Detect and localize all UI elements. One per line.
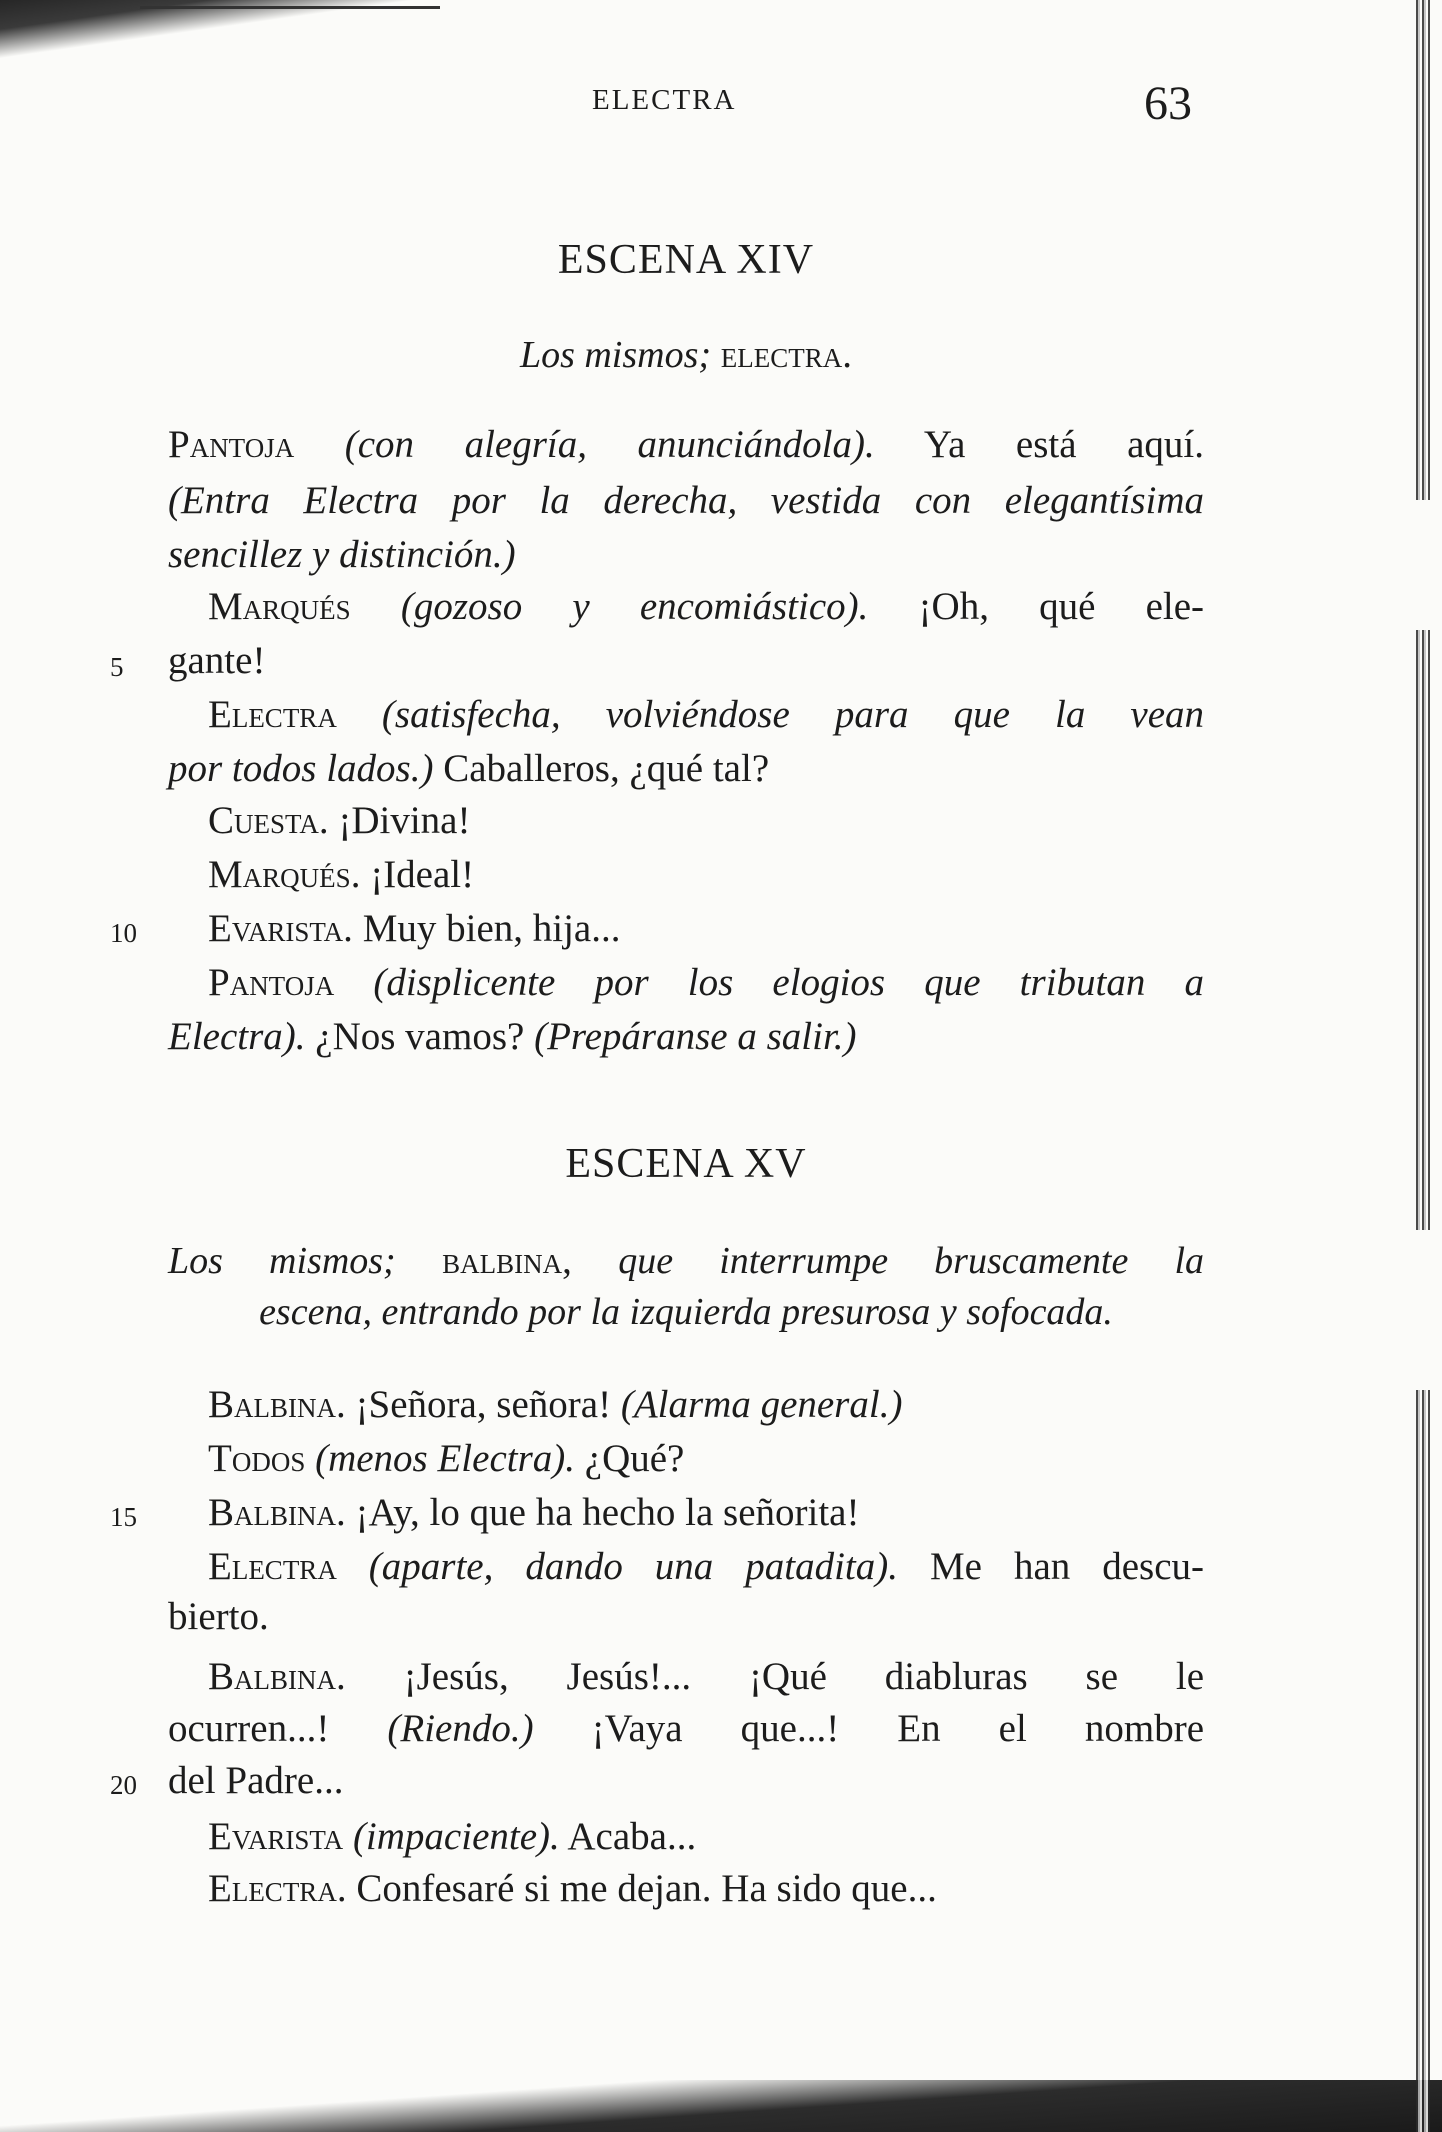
dialogue: Muy bien, hija... xyxy=(362,907,621,950)
text-line xyxy=(168,796,1244,846)
running-head xyxy=(0,77,1442,134)
text-line xyxy=(168,744,1204,794)
speaker: Electra xyxy=(208,1545,337,1588)
scene-15-title: ESCENA XV xyxy=(565,1141,807,1187)
speaker: Electra. xyxy=(208,1867,347,1910)
cast-name: electra. xyxy=(720,333,853,376)
speaker: Balbina. xyxy=(208,1655,346,1698)
scan-line-top xyxy=(140,6,440,9)
dialogue: ¿Nos vamos? xyxy=(315,1015,525,1058)
speaker: Marqués xyxy=(208,585,351,628)
text-line xyxy=(168,958,1204,1008)
dialogue: ¿Qué? xyxy=(584,1437,685,1480)
text-line xyxy=(168,850,1244,900)
dialogue: Confesaré si me dejan. Ha sido que... xyxy=(356,1867,937,1910)
stage-direction: por todos lados.) xyxy=(168,747,434,790)
text-line xyxy=(168,1380,1244,1430)
speaker: Pantoja xyxy=(208,961,335,1004)
stage-direction: sencillez y distinción.) xyxy=(168,533,516,576)
cast-italic: Los mismos; xyxy=(168,1240,396,1282)
dialogue: gante! xyxy=(168,639,266,682)
dialogue: ocurren...! xyxy=(168,1707,330,1750)
dialogue: ¡Señora, señora! xyxy=(355,1383,612,1426)
speaker: Cuesta. xyxy=(208,799,329,842)
dialogue: ¡Ay, lo que ha hecho la señorita! xyxy=(355,1491,860,1534)
stage-direction: (aparte, dando una patadita). xyxy=(368,1545,899,1588)
text-line xyxy=(168,420,1204,470)
page-number: 63 xyxy=(1144,77,1192,130)
speaker: Electra xyxy=(208,693,337,736)
dialogue: ¡Jesús, Jesús!... ¡Qué diabluras se le xyxy=(403,1655,1204,1698)
text-line xyxy=(168,1704,1204,1754)
text-line xyxy=(168,1488,1244,1538)
scene-15-cast xyxy=(168,1236,1204,1286)
page-edge-gap xyxy=(1410,500,1434,630)
speaker: Pantoja xyxy=(168,423,295,466)
stage-direction: (Riendo.) xyxy=(387,1707,534,1750)
speaker: Evarista. xyxy=(208,907,353,950)
text-line xyxy=(168,904,1244,954)
dialogue: ¡Ideal! xyxy=(370,853,475,896)
text-line xyxy=(168,1812,1244,1862)
stage-direction: (Entra Electra por la derecha, vestida con elegantísima xyxy=(168,479,1204,522)
line-number: 5 xyxy=(110,652,124,682)
page-edge-right xyxy=(1416,0,1430,2132)
line-number: 10 xyxy=(110,918,137,948)
text-line xyxy=(168,1864,1244,1914)
dialogue: Caballeros, ¿qué tal? xyxy=(443,747,770,790)
speaker: Marqués. xyxy=(208,853,361,896)
text-line xyxy=(168,1434,1244,1484)
speaker: Balbina. xyxy=(208,1383,346,1426)
text-line xyxy=(168,582,1204,632)
cast-italic: Los mismos; xyxy=(519,334,712,376)
dialogue: ¡Oh, qué ele- xyxy=(918,585,1205,628)
text-line xyxy=(168,1542,1204,1592)
speaker: Balbina. xyxy=(208,1491,346,1534)
cast-name: balbina, xyxy=(442,1239,572,1282)
stage-direction: (impaciente). xyxy=(352,1815,560,1858)
stage-direction: (displicente por los elogios que tributan a xyxy=(373,961,1205,1004)
dialogue: Acaba... xyxy=(567,1815,697,1858)
text-line xyxy=(168,1012,1204,1062)
scene-14-title: ESCENA XIV xyxy=(557,237,815,283)
dialogue: Ya está aquí. xyxy=(923,423,1204,466)
dialogue: Me han descu- xyxy=(929,1545,1204,1588)
page-edge-gap xyxy=(1410,1230,1434,1390)
stage-direction: (menos Electra). xyxy=(315,1437,576,1480)
scene-14-cast xyxy=(168,332,1204,377)
line-number: 15 xyxy=(110,1502,137,1532)
text-line xyxy=(168,690,1204,740)
stage-direction: (gozoso y encomiástico). xyxy=(400,585,869,628)
stage-direction: (satisfecha, volviéndose para que la vean xyxy=(381,693,1205,736)
dialogue: ¡Divina! xyxy=(338,799,471,842)
speaker: Todos xyxy=(208,1437,306,1480)
scan-shadow-bottom xyxy=(0,2080,1442,2132)
stage-direction: (Alarma general.) xyxy=(620,1383,903,1426)
stage-direction: (Prepáranse a salir.) xyxy=(534,1015,857,1058)
text-line xyxy=(168,1652,1204,1702)
stage-direction: Electra). xyxy=(168,1015,306,1058)
dialogue: del Padre... xyxy=(168,1759,344,1802)
speaker: Evarista xyxy=(208,1815,344,1858)
line-number: 20 xyxy=(110,1770,137,1800)
dialogue: ¡Vaya que...! En el nombre xyxy=(591,1707,1204,1750)
cast-italic: que interrumpe bruscamente la xyxy=(618,1240,1205,1282)
running-title: ELECTRA xyxy=(592,84,737,116)
stage-direction: (con alegría, anunciándola). xyxy=(344,423,875,466)
dialogue: bierto. xyxy=(168,1595,269,1638)
scene-15-cast-line2: escena, entrando por la izquierda presurosa y sofocada. xyxy=(259,1291,1113,1333)
